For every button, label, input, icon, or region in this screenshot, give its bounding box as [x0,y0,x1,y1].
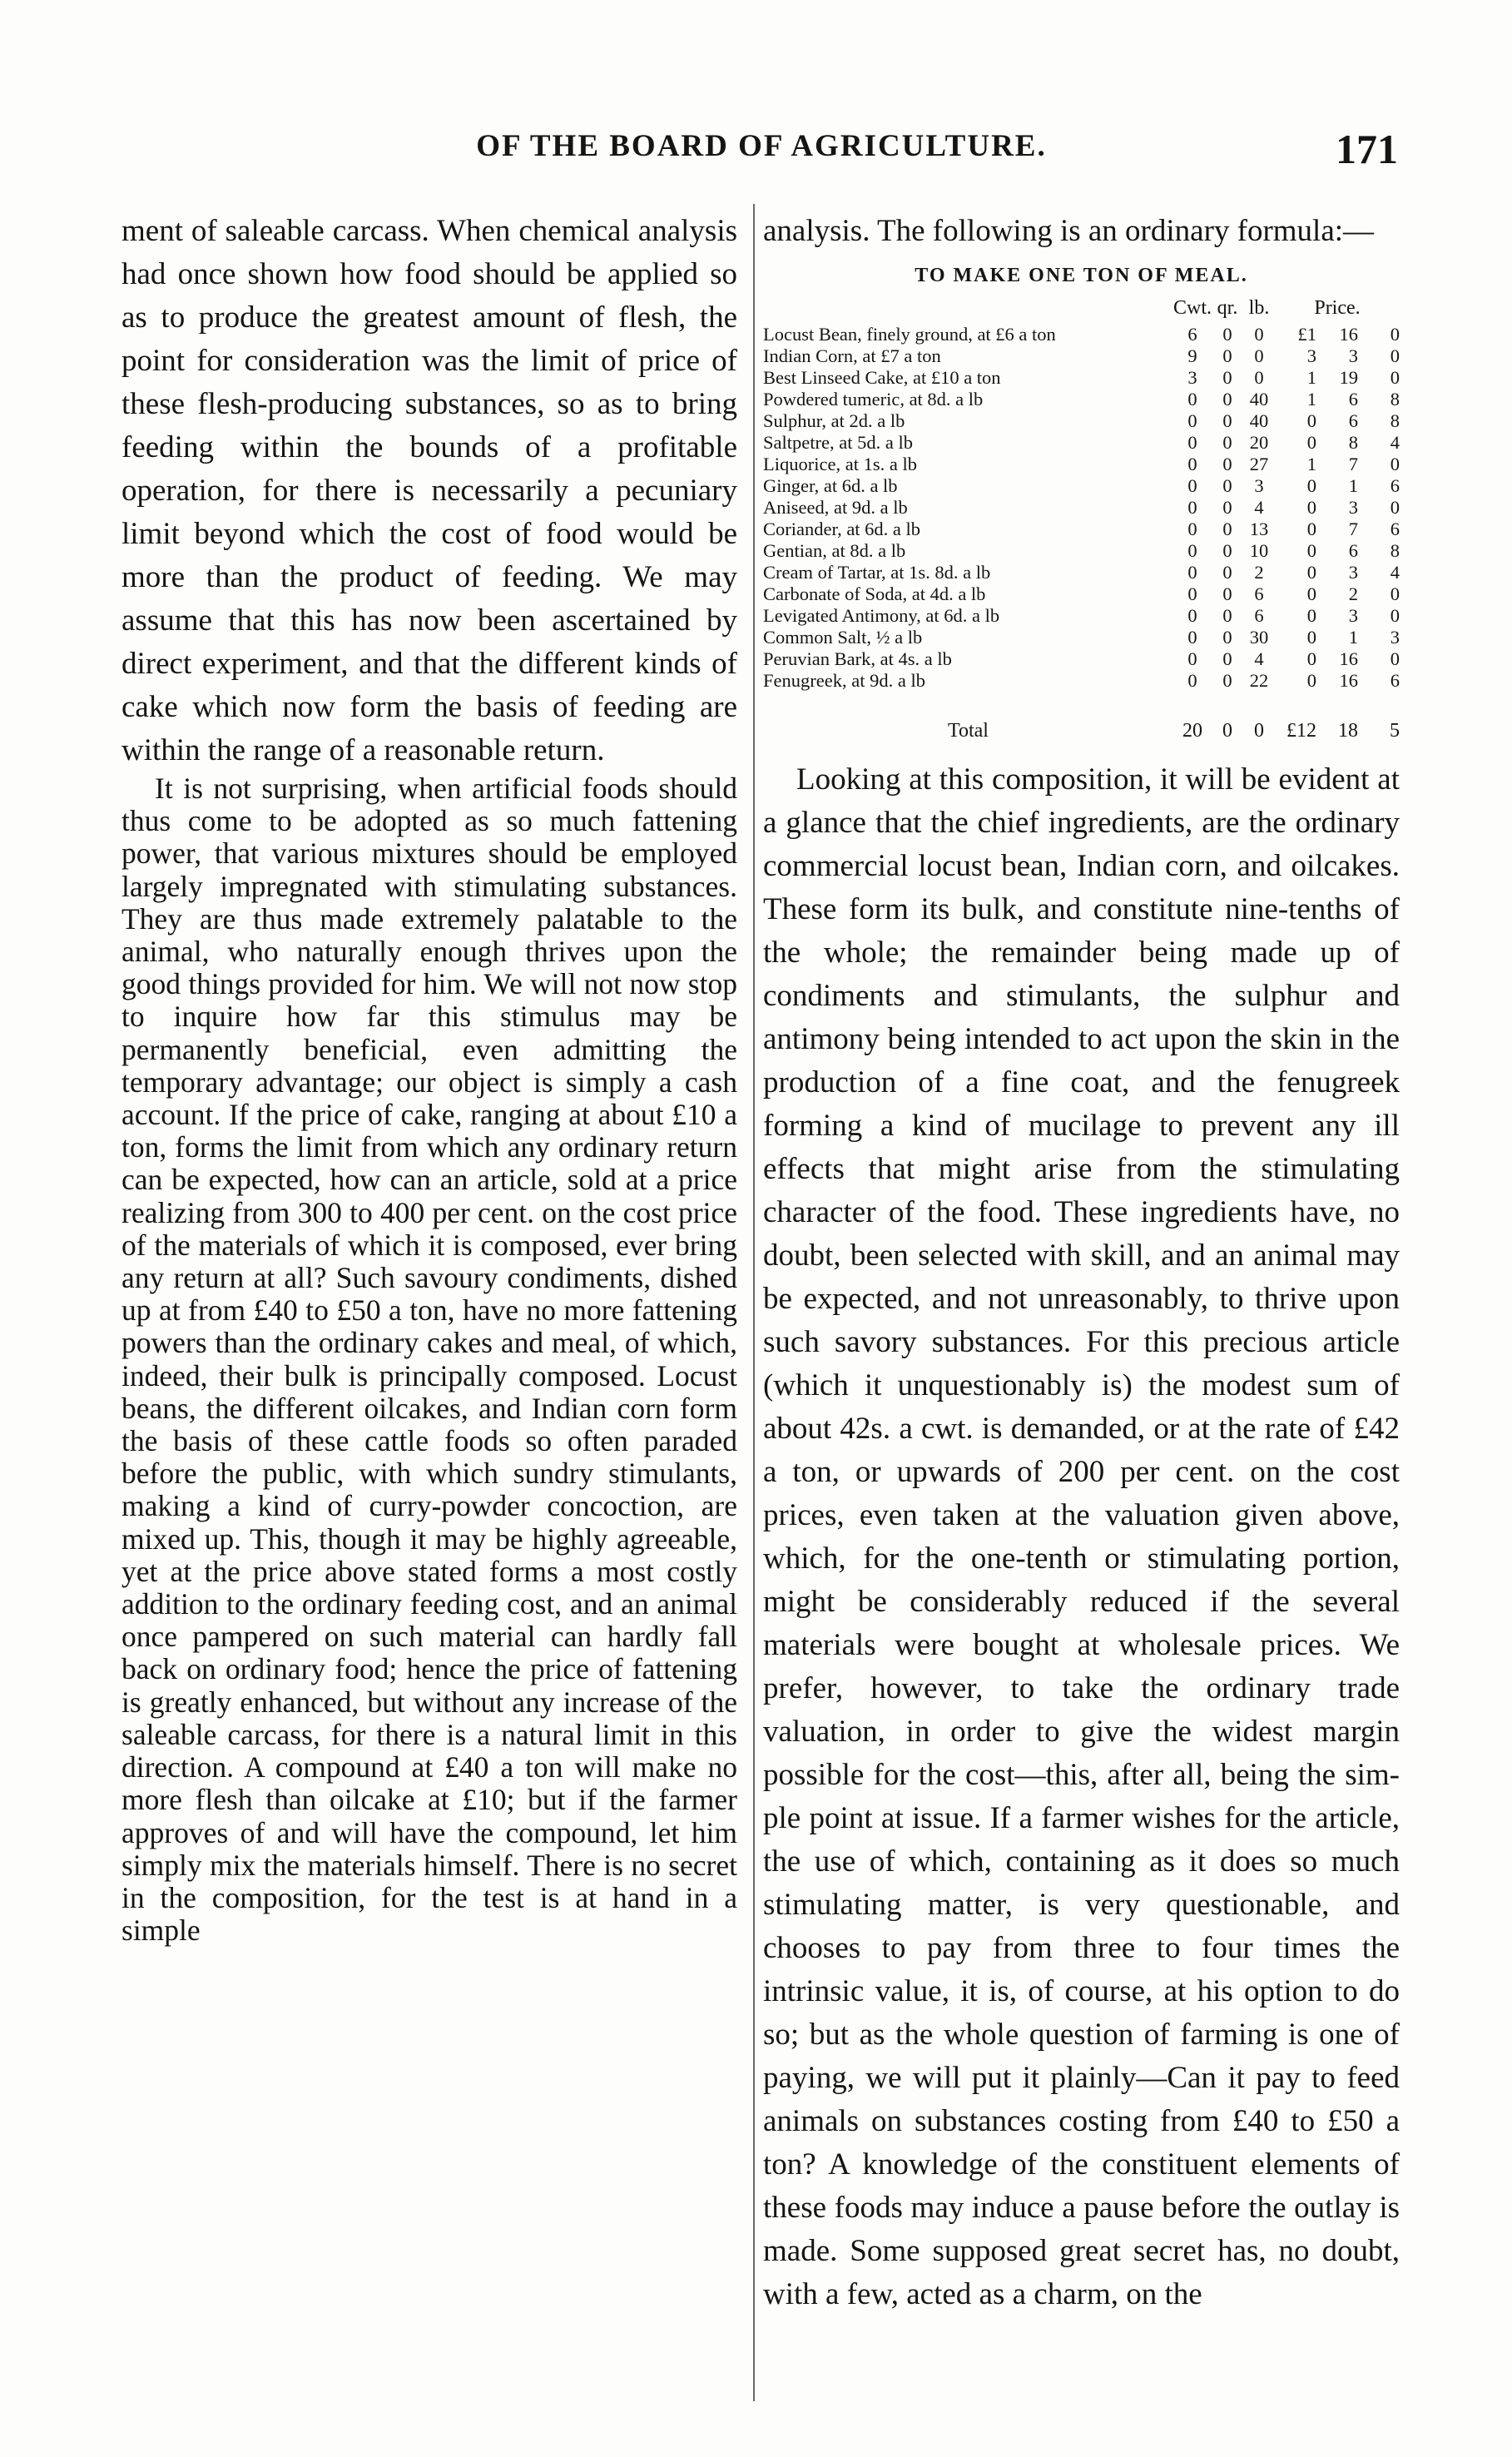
ingredient-cell: Fenugreek, at 9d. a lb [763,670,925,691]
lb-cell: 4 [1254,497,1264,518]
table-row [763,583,1400,605]
shillings-cell: 3 [1348,345,1358,366]
lb-cell: 13 [1249,519,1269,539]
left-column [121,210,737,1947]
table-title: TO MAKE ONE TON OF MEAL. [915,265,1248,286]
pence-cell: 0 [1390,324,1400,345]
table-row [763,562,1400,583]
table-header-qr: qr. [1217,297,1238,319]
table-row [763,605,1400,627]
total-cwt-cell: 20 [1182,720,1202,742]
table-row [763,497,1400,519]
lb-cell: 6 [1254,583,1264,604]
ingredient-cell: Sulphur, at 2d. a lb [763,410,905,431]
shillings-cell: 3 [1348,605,1358,626]
pounds-cell: 1 [1306,367,1316,388]
shillings-cell: 6 [1348,540,1358,561]
pounds-cell: 0 [1306,605,1316,626]
ingredient-cell: Powdered tumeric, at 8d. a lb [763,389,984,410]
pence-cell: 0 [1390,648,1400,669]
total-shillings-cell: 18 [1338,720,1358,742]
qr-cell: 0 [1222,540,1232,561]
shillings-cell: 2 [1348,583,1358,604]
shillings-cell: 3 [1348,497,1358,518]
table-row [763,432,1400,454]
pounds-cell: 1 [1306,389,1316,410]
shillings-cell: 6 [1348,389,1358,410]
qr-cell: 0 [1222,670,1232,691]
pounds-cell: 1 [1306,454,1316,474]
pence-cell: 3 [1390,627,1400,648]
qr-cell: 0 [1222,605,1232,626]
pounds-cell: 0 [1306,648,1316,669]
pence-cell: 8 [1390,540,1400,561]
pounds-cell: 0 [1306,519,1316,539]
table-total-row [763,692,1400,742]
table-row [763,627,1400,648]
pounds-cell: 0 [1306,410,1316,431]
running-title: OF THE BOARD OF AGRICULTURE. [476,129,1047,163]
table-row [763,324,1400,345]
table-header-item [763,297,1173,324]
paragraph-composition: Looking at this composition, it will be evident at a glance that the chief ingredients, are the ordinary commercial locust bean, Indian corn, and oilcakes. These form its bulk, and constitute nine-tenths of the whole; the remainder being made up of condiments and stimulants, the sulphur and antimony being intended to act upon the skin in the production of a fine coat, and the fenugreek forming a kind of mucilage to prevent any ill effects that might arise from the stimulating character of the food. These ingredients have, no doubt, been selected with skill, and an animal may be expected, and not unreasonably, to thrive upon such savory substances. For this precious article (which it unquestionably is) the modest sum of about 42s. a cwt. is demanded, or at the rate of £42 a ton, or upwards of 200 per cent. on the cost prices, even taken at the valuation given above, which, for the one-tenth or stimulating portion, might be considerably reduced if the several materials were bought at wholesale prices. We prefer, however, to take the ordinary trade valuation, in order to give the widest margin possible for the cost—this, after all, being the simple point at issue. If a farmer wishes for the article, the use of which, containing as it does so much stimulating matter, is very questionable, and chooses to pay from three to four times the intrinsic value, it is, of course, at his option to do so; but as the whole question of farming is one of paying, we will put it plainly—Can it pay to feed animals on substances costing from £40 to £50 a ton? A knowledge of the constituent elements of these foods may induce a pause before the outlay is made. Some supposed great secret has, no doubt, with a few, acted as a charm, on the [763,762,1400,2311]
table-row [763,475,1400,497]
meal-table-body [763,297,1400,742]
table-row [763,540,1400,562]
ingredient-cell: Indian Corn, at £7 a ton [763,345,941,366]
qr-cell: 0 [1222,454,1232,474]
table-row [763,410,1400,432]
cwt-cell: 0 [1187,475,1197,496]
qr-cell: 0 [1222,389,1232,410]
table-row [763,367,1400,389]
qr-cell: 0 [1222,583,1232,604]
lb-cell: 40 [1249,410,1269,431]
pounds-cell: 0 [1306,583,1316,604]
qr-cell: 0 [1222,648,1232,669]
shillings-cell: 1 [1348,627,1358,648]
table-row [763,670,1400,692]
total-pounds-cell: £12 [1286,720,1316,742]
cwt-cell: 9 [1187,345,1197,366]
qr-cell: 0 [1222,475,1232,496]
qr-cell: 0 [1222,519,1232,539]
total-qr-cell: 0 [1222,720,1232,742]
pence-cell: 0 [1390,345,1400,366]
right-column [763,210,1400,2316]
cwt-cell: 0 [1187,648,1197,669]
ingredient-cell: Common Salt, ½ a lb [763,627,923,648]
lb-cell: 0 [1254,324,1264,345]
paragraph-analysis-intro: analysis. The following is an ordinary formula:— [763,214,1375,248]
lb-cell: 0 [1254,345,1264,366]
qr-cell: 0 [1222,324,1232,345]
cwt-cell: 6 [1187,324,1197,345]
table-row [763,454,1400,475]
qr-cell: 0 [1222,497,1232,518]
qr-cell: 0 [1222,627,1232,648]
pence-cell: 0 [1390,454,1400,474]
total-lb-cell: 0 [1254,720,1264,742]
pounds-cell: 0 [1306,432,1316,453]
table-header-cwt: Cwt. [1172,297,1212,319]
lb-cell: 22 [1249,670,1269,691]
shillings-cell: 16 [1339,324,1358,345]
shillings-cell: 8 [1348,432,1358,453]
pence-cell: 0 [1390,605,1400,626]
lb-cell: 3 [1254,475,1264,496]
pence-cell: 0 [1390,497,1400,518]
qr-cell: 0 [1222,410,1232,431]
shillings-cell: 6 [1348,410,1358,431]
cwt-cell: 0 [1187,670,1197,691]
ingredient-cell: Saltpetre, at 5d. a lb [763,432,913,453]
pounds-cell: 0 [1306,540,1316,561]
cwt-cell: 0 [1187,519,1197,539]
pounds-cell: 0 [1306,627,1316,648]
shillings-cell: 16 [1339,670,1358,691]
pounds-cell: 0 [1306,670,1316,691]
ingredient-cell: Locust Bean, finely ground, at £6 a ton [763,324,1056,345]
cwt-cell: 0 [1187,432,1197,453]
paragraph-carcass: ment of saleable carcass. When chemical analysis had once shown how food should be applied so as to produce the greatest amount of flesh, the point for consideration was the limit of price of these flesh-producing substances, so as to bring feeding within the bounds of a profitable operation, for there is necessarily a pecuniary limit beyond which the cost of food would be more than the product of feeding. We may assume that this has now been ascertained by direct experiment, and that the different kinds of cake which now form the basis of feeding are within the range of a reasonable return. [121,214,737,767]
pence-cell: 6 [1390,475,1400,496]
pounds-cell: 0 [1306,562,1316,583]
table-header-row [763,297,1400,324]
cwt-cell: 0 [1187,583,1197,604]
shillings-cell: 3 [1348,562,1358,583]
lb-cell: 20 [1249,432,1269,453]
qr-cell: 0 [1222,562,1232,583]
shillings-cell: 19 [1339,367,1358,388]
table-row [763,389,1400,410]
ingredient-cell: Coriander, at 6d. a lb [763,519,921,539]
table-row [763,345,1400,367]
total-pence-cell: 5 [1390,720,1400,742]
shillings-cell: 7 [1348,519,1358,539]
ingredient-cell: Liquorice, at 1s. a lb [763,454,917,474]
pence-cell: 8 [1390,389,1400,410]
qr-cell: 0 [1222,367,1232,388]
pence-cell: 6 [1390,670,1400,691]
cwt-cell: 0 [1187,389,1197,410]
page-number: 171 [1336,126,1398,172]
table-header-price: Price. [1314,297,1361,319]
lb-cell: 6 [1254,605,1264,626]
cwt-cell: 0 [1187,562,1197,583]
pounds-cell: £1 [1297,324,1316,345]
ingredient-cell: Carbonate of Soda, at 4d. a lb [763,583,986,604]
cwt-cell: 0 [1187,454,1197,474]
ingredient-cell: Ginger, at 6d. a lb [763,475,898,496]
table-row [763,519,1400,540]
cwt-cell: 0 [1187,627,1197,648]
pence-cell: 8 [1390,410,1400,431]
ingredient-cell: Cream of Tartar, at 1s. 8d. a lb [763,562,991,583]
meal-formula-table [763,297,1400,742]
lb-cell: 27 [1249,454,1269,474]
qr-cell: 0 [1222,345,1232,366]
lb-cell: 10 [1249,540,1269,561]
ingredient-cell: Aniseed, at 9d. a lb [763,497,908,518]
paragraph-artificial-foods: It is not surprising, when artificial foods should thus come to be adopted as so much fattening power, that various mixtures should be employed largely impregnated with stimulating substances. They are thus made extremely palatable to the animal, who naturally enough thrives upon the good things provided for him. We will not now stop to inquire how far this stimulus may be permanently beneficial, even admitting the temporary advantage; our object is simply a cash account. If the price of cake, ranging at about £10 a ton, forms the limit from which any ordinary return can be expected, how can an article, sold at a price realizing from 300 to 400 per cent. on the cost price of the materials of which it is composed, ever bring any return at all? Such savoury condiments, dished up at from £40 to £50 a ton, have no more fattening powers than the ordinary cakes and meal, of which, indeed, their bulk is principally composed. Locust beans, the different oilcakes, and Indian corn form the basis of these cattle foods so often paraded before the public, with which sundry stimulants, making a kind of curry-powder concoction, are mixed up. This, though it may be highly agreeable, yet at the price above stated forms a most costly addition to the ordinary feeding cost, and an animal once pampered on such material can hardly fall back on ordinary food; hence the price of fattening is greatly enhanced, but without any increase of the saleable carcass, for there is a natural limit in this direction. A compound at £40 a ton will make no more flesh than oilcake at £10; but if the farmer approves of and will have the compound, let him simply mix the materials himself. There is no secret in the composition, for the test is at hand in a simple [121,772,737,1948]
running-head [125,125,1398,175]
lb-cell: 30 [1249,627,1269,648]
shillings-cell: 1 [1348,475,1358,496]
qr-cell: 0 [1222,432,1232,453]
total-label-cell: Total [948,720,989,742]
cwt-cell: 0 [1187,410,1197,431]
pence-cell: 4 [1390,562,1400,583]
ingredient-cell: Levigated Antimony, at 6d. a lb [763,605,1000,626]
table-row [763,648,1400,670]
cwt-cell: 0 [1187,497,1197,518]
pounds-cell: 0 [1306,475,1316,496]
column-divider [753,204,755,2401]
table-header-lb: lb. [1248,297,1270,319]
cwt-cell: 3 [1187,367,1197,388]
lb-cell: 40 [1249,389,1269,410]
ingredient-cell: Peruvian Bark, at 4s. a lb [763,648,952,669]
shillings-cell: 7 [1348,454,1358,474]
cwt-cell: 0 [1187,605,1197,626]
shillings-cell: 16 [1339,648,1358,669]
pence-cell: 0 [1390,367,1400,388]
pence-cell: 0 [1390,583,1400,604]
ingredient-cell: Gentian, at 8d. a lb [763,540,906,561]
lb-cell: 4 [1254,648,1264,669]
lb-cell: 2 [1254,562,1264,583]
pence-cell: 6 [1390,519,1400,539]
pence-cell: 4 [1390,432,1400,453]
lb-cell: 0 [1254,367,1264,388]
cwt-cell: 0 [1187,540,1197,561]
pounds-cell: 0 [1306,497,1316,518]
pounds-cell: 3 [1306,345,1316,366]
ingredient-cell: Best Linseed Cake, at £10 a ton [763,367,1001,388]
